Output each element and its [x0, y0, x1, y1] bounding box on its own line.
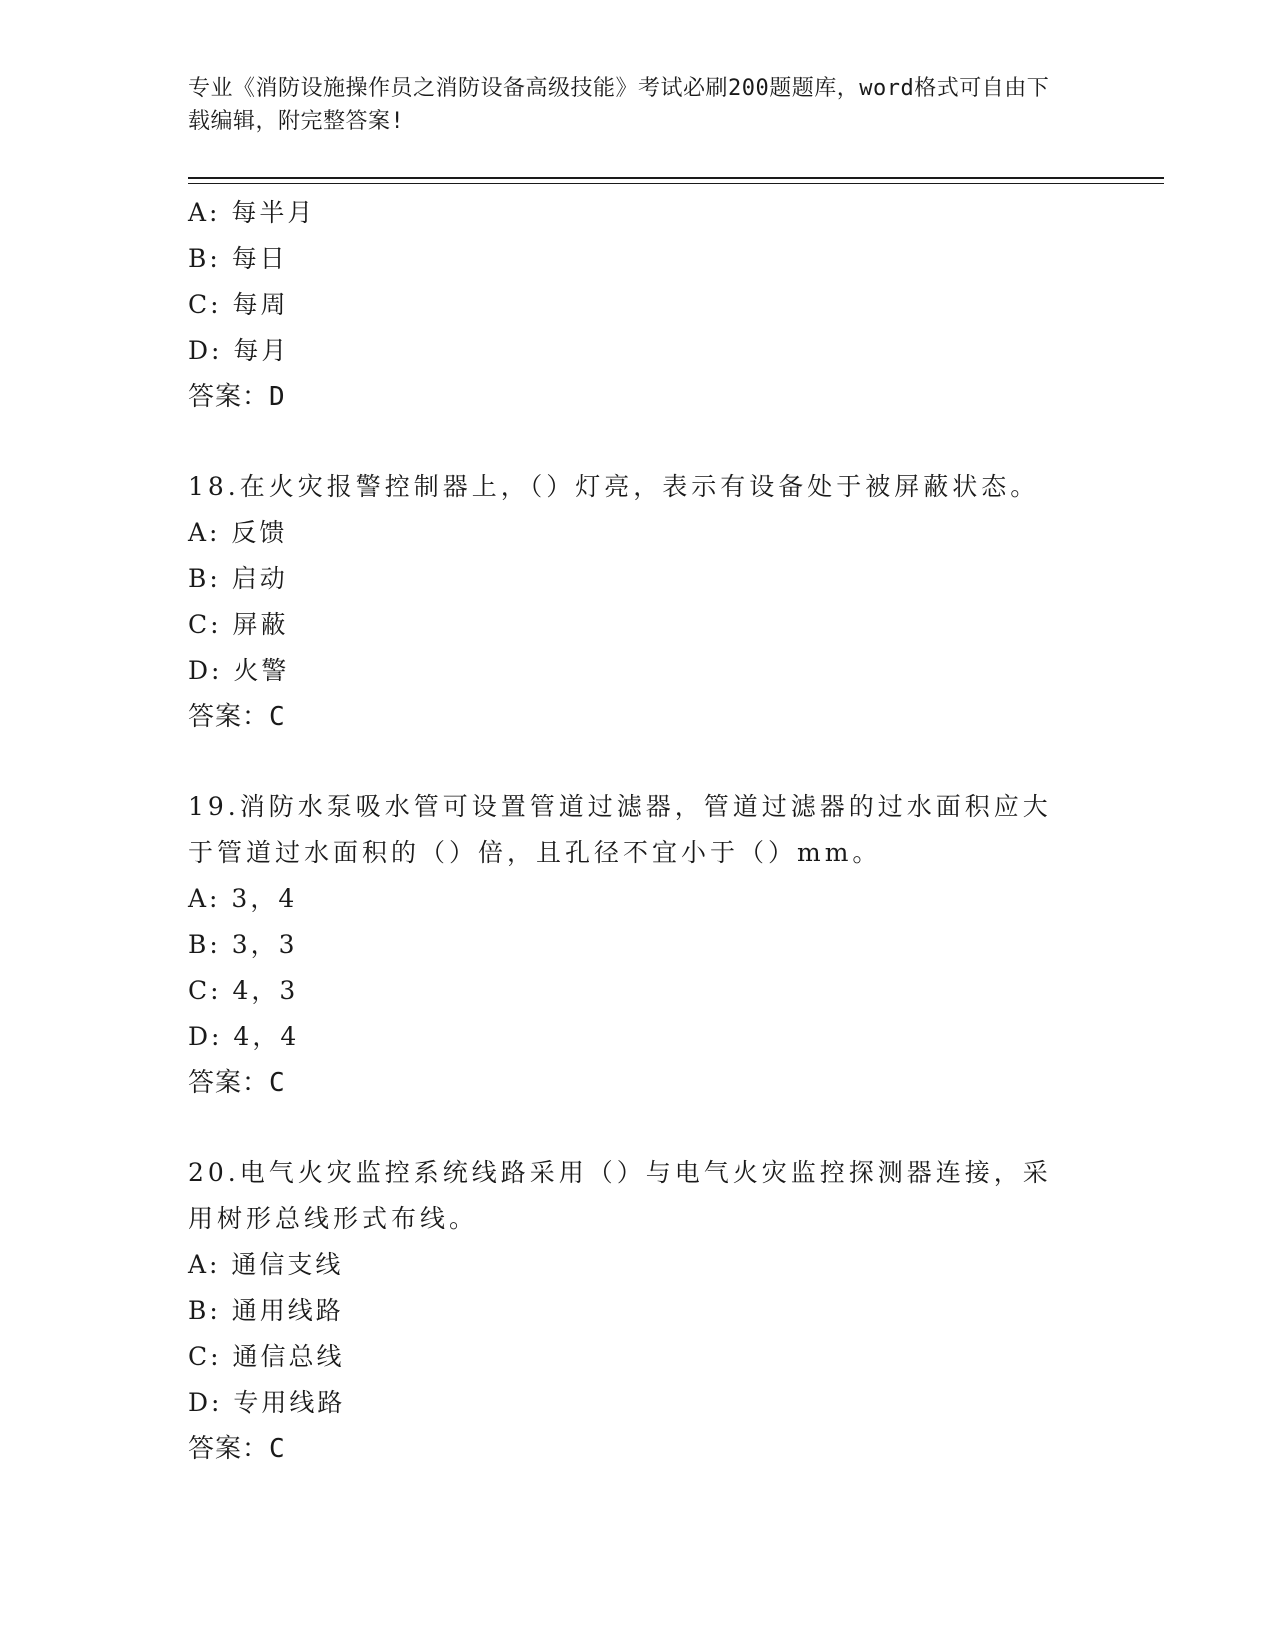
answer-line: 答案：C — [188, 1434, 286, 1464]
option-d: D: 火警 — [188, 656, 290, 685]
answer-line: 答案：C — [188, 702, 286, 732]
option-a: A: 每半月 — [188, 198, 316, 227]
option-b: B: 通用线路 — [188, 1296, 344, 1325]
option-b: B: 3，3 — [188, 930, 298, 959]
option-a: A: 通信支线 — [188, 1250, 344, 1279]
header-rule-thin — [188, 183, 1164, 184]
question-19 — [188, 784, 1078, 1106]
question-stem: 20.电气火灾监控系统线路采用（）与电气火灾监控探测器连接，采用树形总线形式布线。 — [188, 1158, 1052, 1233]
option-b: B: 每日 — [188, 244, 288, 273]
answer-line: 答案：D — [188, 382, 286, 412]
answer-line: 答案：C — [188, 1068, 286, 1098]
option-a: A: 反馈 — [188, 518, 288, 547]
document-header: 专业《消防设施操作员之消防设备高级技能》考试必刷200题题库，word格式可自由下载编辑，附完整答案! — [188, 76, 1050, 134]
option-b: B: 启动 — [188, 564, 288, 593]
header-rule-thick — [188, 177, 1164, 179]
option-c: C: 每周 — [188, 290, 289, 319]
option-c: C: 通信总线 — [188, 1342, 345, 1371]
question-stem: 19.消防水泵吸水管可设置管道过滤器，管道过滤器的过水面积应大于管道过水面积的（）倍，且孔径不宜小于（）mm。 — [188, 792, 1052, 867]
option-c: C: 屏蔽 — [188, 610, 289, 639]
option-d: D: 专用线路 — [188, 1388, 346, 1417]
question-stem: 18.在火灾报警控制器上，（）灯亮，表示有设备处于被屏蔽状态。 — [188, 472, 1040, 501]
question-18 — [188, 464, 1078, 740]
option-d: D: 每月 — [188, 336, 290, 365]
question-list — [188, 190, 1078, 1472]
question-20 — [188, 1150, 1078, 1472]
option-a: A: 3，4 — [188, 884, 298, 913]
option-c: C: 4，3 — [188, 976, 299, 1005]
option-d: D: 4，4 — [188, 1022, 300, 1051]
partial-question — [188, 190, 1078, 420]
